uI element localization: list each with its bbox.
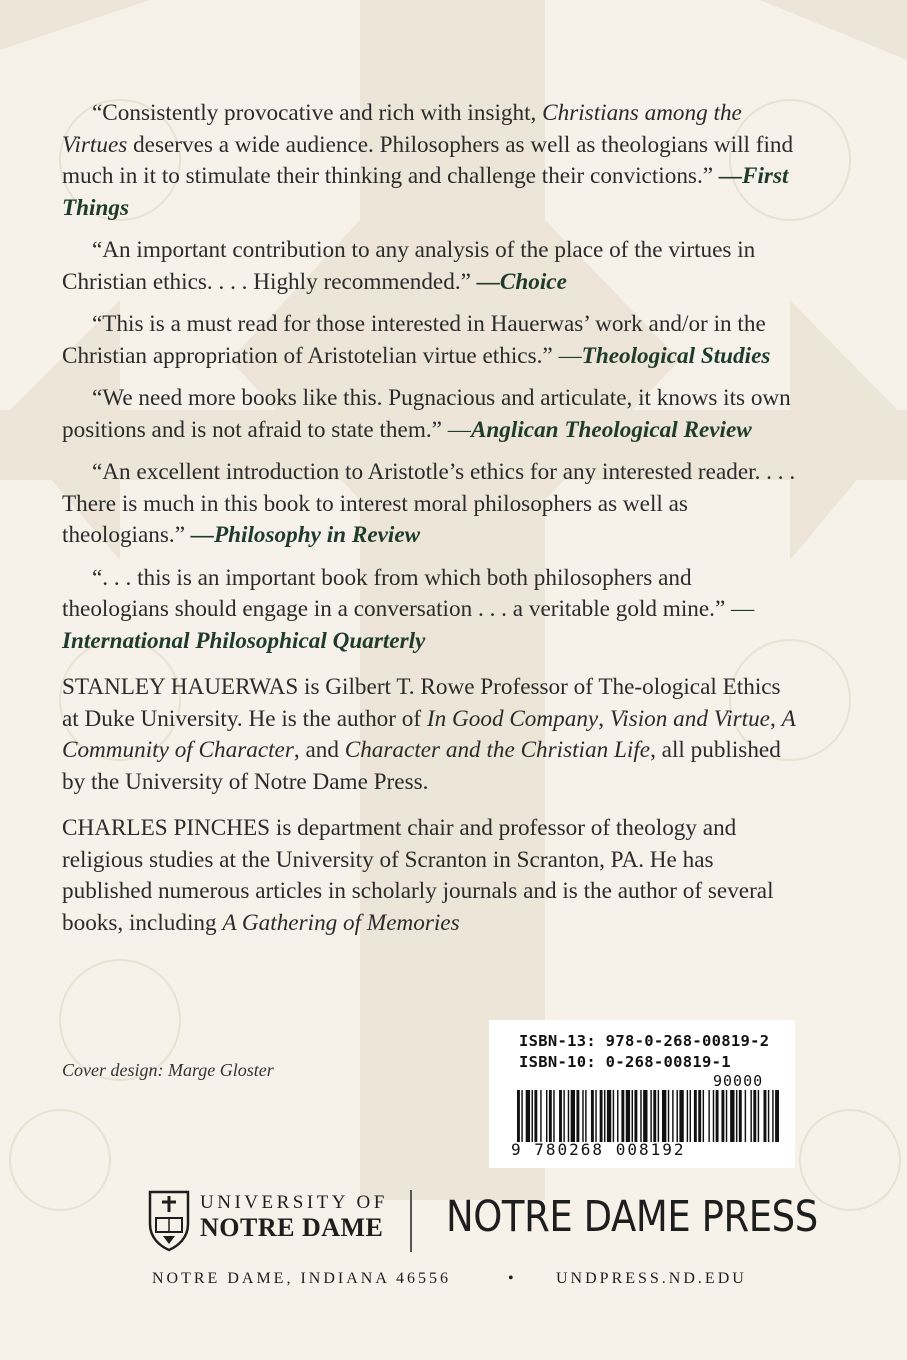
text-run: STANLEY HAUERWAS is Gilbert T. Rowe Professor of The-ological Ethics at Duke University. He is the author of (62, 674, 781, 732)
text-run: CHARLES PINCHES is department chair and professor of theology and religious studies at the University of Scranton in Scranton, PA. He has published numerous articles in scholarly journals and is the author of several books, including (62, 815, 774, 936)
barcode-bar (708, 1090, 709, 1142)
barcode-bar (549, 1090, 552, 1142)
barcode-bar (690, 1090, 691, 1142)
source-dash: — (558, 342, 582, 369)
source-dash: — (447, 416, 471, 443)
barcode-bar (658, 1090, 659, 1142)
barcode-bar (679, 1090, 683, 1142)
barcode-bar (546, 1090, 547, 1142)
review-quote (62, 235, 802, 298)
text-run: , all published by the University of Notre Dame Press. (62, 737, 781, 795)
barcode-bar (650, 1090, 651, 1142)
italic-title: Vision and Virtue (609, 705, 770, 732)
barcode-bar (563, 1090, 564, 1142)
quote-source: —Philosophy in Review (190, 522, 421, 548)
text-run: “. . . this is an important book from which both philosophers and theologians should engage in a conversation . . . a veritable gold mine.” (62, 564, 732, 622)
barcode-bar (764, 1090, 767, 1142)
barcode-bar (643, 1090, 647, 1142)
barcode-bar (632, 1090, 633, 1142)
barcode-bar (591, 1090, 594, 1142)
barcode-bar (730, 1090, 734, 1142)
barcode-bar (568, 1090, 569, 1142)
barcode-bar (721, 1090, 724, 1142)
barcode-bar (613, 1090, 614, 1142)
barcode-bar (775, 1090, 779, 1142)
barcode-bar (517, 1090, 520, 1142)
logo-divider (410, 1190, 412, 1252)
university-shield-icon (148, 1190, 190, 1252)
barcode-bar (694, 1090, 697, 1142)
price-code: 90000 (713, 1072, 764, 1090)
barcode-bar (677, 1090, 678, 1142)
ean-number: 9 780268 008192 (511, 1140, 686, 1159)
text-run: “This is a must read for those interested in Hauerwas’ work and/or in the Christian appropriation of Aristotelian virtue ethics.” (62, 311, 766, 369)
review-quote (62, 457, 802, 552)
italic-title: Christians among the Virtues (62, 100, 742, 158)
barcode-bar (626, 1090, 630, 1142)
text-run: , (598, 705, 610, 732)
quote-source: International Philosophical Quarterly (62, 627, 426, 654)
text-run: “Consistently provocative and rich with insight, (92, 100, 543, 126)
barcode-bar (595, 1090, 596, 1142)
source-dash: — (731, 596, 755, 622)
barcode-bar (521, 1090, 522, 1142)
barcode-label (489, 1020, 795, 1168)
barcode-bar (753, 1090, 756, 1142)
barcode-bar (540, 1090, 541, 1142)
text-run: “We need more books like this. Pugnacious and articulate, it knows its own positions and is not afraid to state them.” (62, 385, 791, 443)
cover-credit: Cover design: Marge Gloster (62, 1060, 274, 1080)
quote-source: Anglican Theological Review (470, 416, 752, 443)
barcode-bar (532, 1090, 533, 1142)
italic-title: A Gathering of Memories (222, 909, 460, 936)
barcode-bar (716, 1090, 719, 1142)
barcode-bar (653, 1090, 656, 1142)
barcode-bar (662, 1090, 666, 1142)
barcode-bar (600, 1090, 603, 1142)
barcode-bar (621, 1090, 624, 1142)
text-run: “An excellent introduction to Aristotle’s ethics for any interested reader. . . . There is much in this book to interest moral philosophers as well as theologians.” (62, 459, 796, 548)
barcode-bar (713, 1090, 714, 1142)
barcode-bar (703, 1090, 704, 1142)
barcode-bar (640, 1090, 641, 1142)
review-quote (62, 309, 802, 372)
barcode-bar (607, 1090, 611, 1142)
barcode-bar (559, 1090, 562, 1142)
main-text (62, 98, 802, 949)
barcode-bar (534, 1090, 537, 1142)
press-name: NOTRE DAME PRESS (446, 1192, 818, 1242)
isbn-10: ISBN-10: 0-268-00819-1 (519, 1053, 731, 1071)
barcode-bar (553, 1090, 554, 1142)
italic-title: A Community of Character (62, 705, 796, 763)
barcode-bar (668, 1090, 669, 1142)
quote-source: —First Things (62, 163, 789, 221)
footer-url: UNDPRESS.ND.EDU (556, 1270, 747, 1287)
barcode-bar (768, 1090, 769, 1142)
review-quote (62, 563, 802, 658)
barcode-bar (582, 1090, 583, 1142)
notre-dame-text: NOTRE DAME (200, 1213, 384, 1242)
barcode-bar (758, 1090, 759, 1142)
barcode-bar (604, 1090, 605, 1142)
review-quote (62, 383, 802, 446)
barcode-bar (526, 1090, 530, 1142)
barcode-bar (736, 1090, 737, 1142)
barcode-bar (571, 1090, 575, 1142)
barcode-bar (745, 1090, 746, 1142)
italic-title: Character and the Christian Life (344, 737, 651, 763)
text-run: deserves a wide audience. Philosophers as well as theologians will find much in it to stimulate their thinking and challenge their convictions.” (62, 131, 794, 189)
barcode-bar (687, 1090, 688, 1142)
text-run: “An important contribution to any analysis of the place of the virtues in Christian ethics. . . . Highly recommended.” (62, 237, 756, 295)
author-bio (62, 813, 802, 939)
text-run: , (769, 705, 782, 732)
isbn-13: ISBN-13: 978-0-268-00819-2 (519, 1032, 770, 1050)
author-bio (62, 672, 802, 798)
text-run: , and (293, 737, 345, 763)
barcode-bar (617, 1090, 618, 1142)
barcode-bar (750, 1090, 751, 1142)
barcode-bar (726, 1090, 727, 1142)
barcode-bars (517, 1090, 779, 1142)
barcode-bar (698, 1090, 701, 1142)
barcode-bar (585, 1090, 586, 1142)
quote-source: —Choice (476, 268, 567, 295)
barcode-bar (634, 1090, 637, 1142)
footer-address: NOTRE DAME, INDIANA 46556 (152, 1270, 451, 1287)
university-of-text: UNIVERSITY OF (200, 1192, 388, 1213)
barcode-bar (672, 1090, 673, 1142)
footer-separator: • (508, 1270, 517, 1287)
barcode-bar (576, 1090, 579, 1142)
barcode-bar (739, 1090, 742, 1142)
quote-source: Theological Studies (581, 342, 771, 369)
barcode-bar (772, 1090, 773, 1142)
italic-title: In Good Company (426, 705, 599, 732)
review-quote (62, 98, 802, 224)
